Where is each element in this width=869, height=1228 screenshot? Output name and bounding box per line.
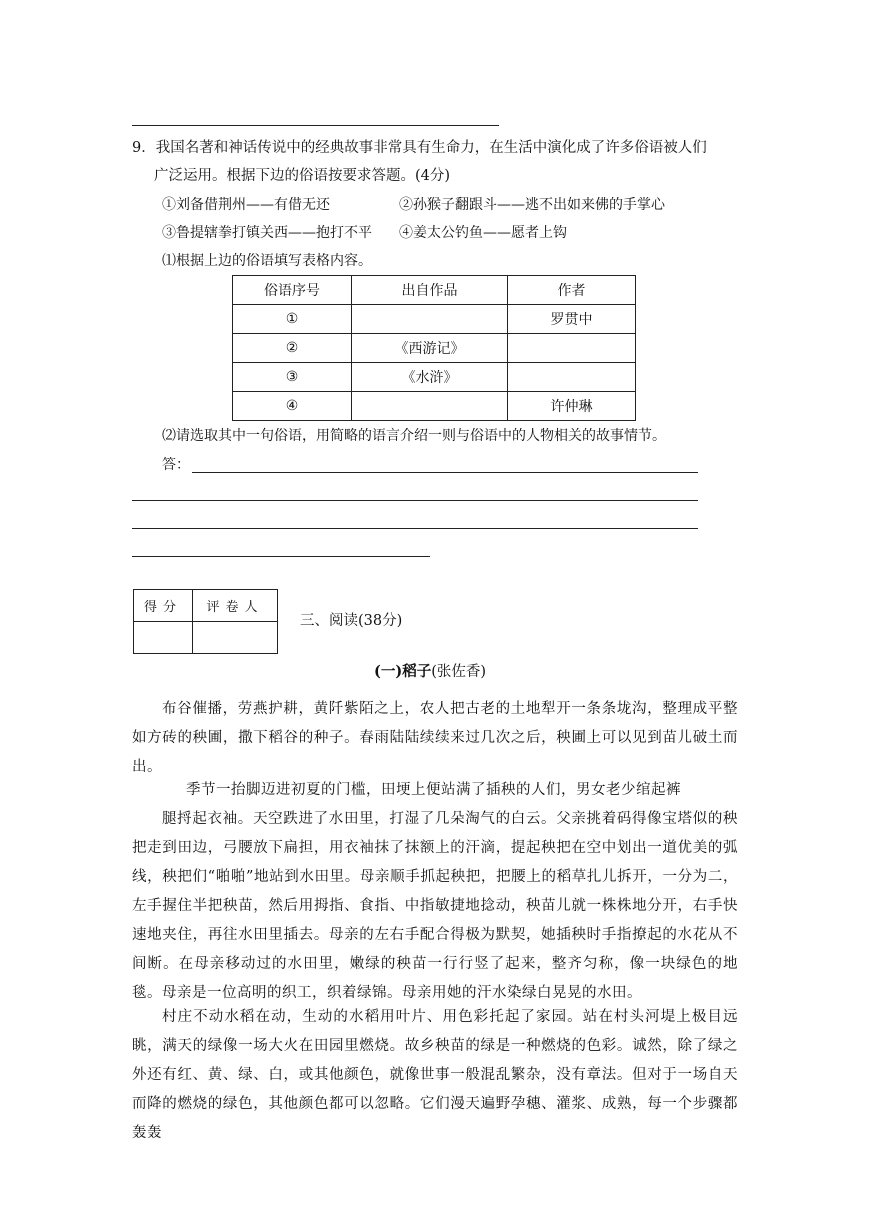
saying-4: ④姜太公钓鱼——愿者上钩 [399,225,567,241]
section-heading: 三、阅读(38分) [300,613,403,629]
table-header-cell: 作者 [508,276,636,305]
table-cell: 《水浒》 [352,363,508,392]
table-cell: ② [233,334,352,363]
top-rule [132,125,499,126]
saying-1: ①刘备借荆州——有借无还 [162,197,330,213]
table-cell: ④ [233,392,352,421]
paragraph-2: 腿捋起衣袖。天空跌进了水田里，打湿了几朵淘气的白云。父亲挑着码得像宝塔似的秧把走到田边，弓腰放下扁担，用衣袖抹了抹额上的汗滴，提起秧把在空中划出一道优美的弧线，秧把们“啪啪”地站到水田里。母亲顺手抓起秧把，把腰上的稻草扎儿拆开，一分为二，左手握住半把秧苗，然后用拇指、食指、中指敏捷地捻动，秧苗儿就一株株地分开，右手快速地夹住，再往水田里插去。母亲的左右手配合得极为默契，她插秧时手指撩起的水花从不间断。在母亲移动过的水田里，嫩绿的秧苗一行行竖了起来，整齐匀称，像一块绿色的地毯。母亲是一位高明的织工，织着绿锦。母亲用她的汗水染绿白晃晃的水田。 [132,811,738,1001]
score-cell[interactable] [134,622,193,654]
answer-line-1[interactable] [192,472,698,473]
paragraph-3: 村庄不动水稻在动，生动的水稻用叶片、用色彩托起了家园。站在村头河堤上极目远眺，满天的绿像一场大火在田园里燃烧。故乡秧苗的绿是一种燃烧的色彩。诚然，除了绿之外还有红、黄、绿、白，或其他颜色，就像世事一般混乱繁杂，没有章法。但对于一场自天而降的燃烧的绿色，其他颜色都可以忽略。它们漫天遍野孕穗、灌浆、成熟，每一个步骤都轰轰 [132,1009,738,1141]
table-row [233,392,636,421]
table-cell-input[interactable] [508,334,636,363]
article-title-line [374,660,486,681]
saying-3: ③鲁提辖拳打镇关西——抱打不平 [162,225,372,241]
table-cell: ③ [233,363,352,392]
sub-question-1: ⑴根据上边的俗语填写表格内容。 [162,253,372,269]
sayings-table [232,275,636,421]
table-row [233,305,636,334]
table-header-cell: 出自作品 [352,276,508,305]
answer-line-2[interactable] [132,500,698,501]
question-stem-line1: 9．我国名著和神话传说中的经典故事非常具有生命力，在生活中演化成了许多俗语被人们 [132,140,707,156]
answer-label: 答： [162,457,190,473]
table-cell-input[interactable] [352,392,508,421]
sub-question-2: ⑵请选取其中一句俗语，用简略的语言介绍一则与俗语中的人物相关的故事情节。 [162,428,666,444]
table-cell: 罗贯中 [508,305,636,334]
table-cell: 许仲琳 [508,392,636,421]
answer-line-4[interactable] [132,556,430,557]
table-header-cell: 俗语序号 [233,276,352,305]
table-cell: 《西游记》 [352,334,508,363]
table-row [233,334,636,363]
grader-cell[interactable] [193,622,278,654]
table-header-row [233,276,636,305]
grader-label: 评卷人 [193,590,278,622]
table-cell: ① [233,305,352,334]
table-row [233,363,636,392]
saying-2: ②孙猴子翻跟斗——逃不出如来佛的手掌心 [399,197,665,213]
table-cell-input[interactable] [508,363,636,392]
table-cell-input[interactable] [352,305,508,334]
score-label: 得分 [134,590,193,622]
question-stem-line2: 广泛运用。根据下边的俗语按要求答题。(4分) [154,168,451,184]
article-author: (张佐香) [431,664,487,680]
article-title: (一)稻子 [374,663,432,680]
answer-line-3[interactable] [132,528,698,529]
paragraph-1: 布谷催播，劳燕护耕，黄阡紫陌之上，农人把古老的土地犁开一条条垅沟，整理成平整如方砖的秧圃，撒下稻谷的种子。春雨陆陆续续来过几次之后，秧圃上可以见到苗儿破土而出。 [132,701,738,775]
score-box [133,589,278,654]
paragraph-2-line1: 季节一抬脚迈进初夏的门槛，田埂上便站满了插秧的人们，男女老少绾起裤 [186,782,681,798]
